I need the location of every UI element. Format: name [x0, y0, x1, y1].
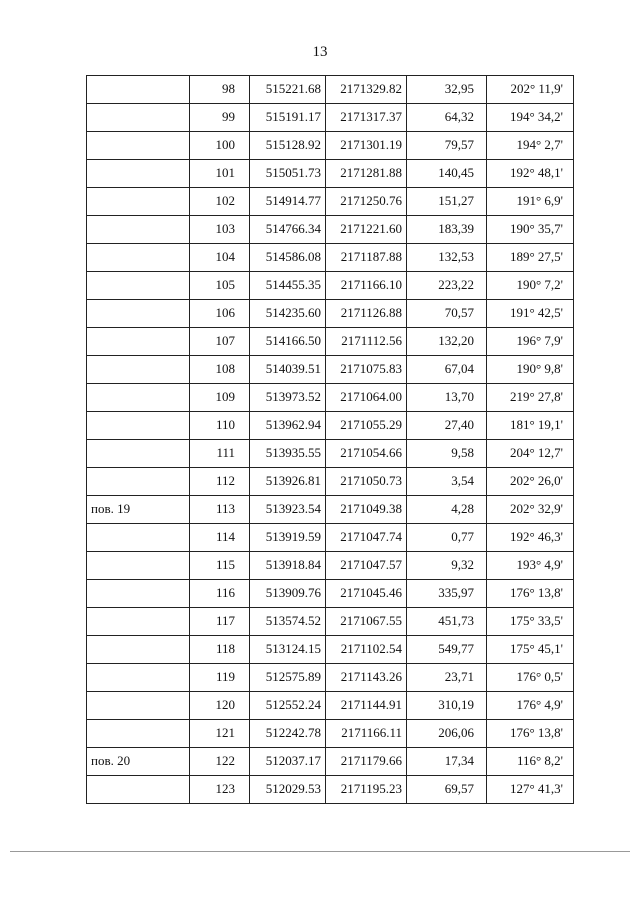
table-row — [87, 412, 574, 440]
point-number-cell: 113 — [190, 496, 250, 524]
distance-cell: 70,57 — [407, 300, 487, 328]
x-coordinate-cell: 515191.17 — [250, 104, 326, 132]
distance-cell: 151,27 — [407, 188, 487, 216]
angle-cell: 192° 46,3' — [487, 524, 574, 552]
table-row — [87, 496, 574, 524]
x-coordinate-cell: 513962.94 — [250, 412, 326, 440]
point-number-cell: 108 — [190, 356, 250, 384]
distance-cell: 223,22 — [407, 272, 487, 300]
turn-label-cell — [87, 160, 190, 188]
table-row — [87, 776, 574, 804]
turn-label-cell — [87, 356, 190, 384]
distance-cell: 64,32 — [407, 104, 487, 132]
table-row — [87, 692, 574, 720]
table-row — [87, 580, 574, 608]
distance-cell: 132,20 — [407, 328, 487, 356]
angle-cell: 176° 13,8' — [487, 580, 574, 608]
point-number-cell: 123 — [190, 776, 250, 804]
angle-cell: 202° 11,9' — [487, 76, 574, 104]
distance-cell: 17,34 — [407, 748, 487, 776]
point-number-cell: 115 — [190, 552, 250, 580]
table-row — [87, 748, 574, 776]
x-coordinate-cell: 512029.53 — [250, 776, 326, 804]
y-coordinate-cell: 2171301.19 — [326, 132, 407, 160]
distance-cell: 67,04 — [407, 356, 487, 384]
turn-label-cell — [87, 692, 190, 720]
y-coordinate-cell: 2171064.00 — [326, 384, 407, 412]
y-coordinate-cell: 2171045.46 — [326, 580, 407, 608]
angle-cell: 190° 9,8' — [487, 356, 574, 384]
turn-label-cell — [87, 412, 190, 440]
x-coordinate-cell: 514914.77 — [250, 188, 326, 216]
y-coordinate-cell: 2171221.60 — [326, 216, 407, 244]
distance-cell: 0,77 — [407, 524, 487, 552]
table-row — [87, 328, 574, 356]
angle-cell: 116° 8,2' — [487, 748, 574, 776]
distance-cell: 310,19 — [407, 692, 487, 720]
point-number-cell: 106 — [190, 300, 250, 328]
distance-cell: 132,53 — [407, 244, 487, 272]
y-coordinate-cell: 2171166.10 — [326, 272, 407, 300]
x-coordinate-cell: 513124.15 — [250, 636, 326, 664]
turn-label-cell — [87, 76, 190, 104]
x-coordinate-cell: 513918.84 — [250, 552, 326, 580]
table-row — [87, 216, 574, 244]
angle-cell: 191° 42,5' — [487, 300, 574, 328]
turn-label-cell — [87, 776, 190, 804]
angle-cell: 202° 26,0' — [487, 468, 574, 496]
y-coordinate-cell: 2171166.11 — [326, 720, 407, 748]
table-row — [87, 244, 574, 272]
y-coordinate-cell: 2171144.91 — [326, 692, 407, 720]
x-coordinate-cell: 514455.35 — [250, 272, 326, 300]
turn-label-cell — [87, 552, 190, 580]
angle-cell: 190° 35,7' — [487, 216, 574, 244]
x-coordinate-cell: 513574.52 — [250, 608, 326, 636]
table-row — [87, 664, 574, 692]
y-coordinate-cell: 2171281.88 — [326, 160, 407, 188]
angle-cell: 175° 33,5' — [487, 608, 574, 636]
turn-label-cell — [87, 328, 190, 356]
distance-cell: 32,95 — [407, 76, 487, 104]
point-number-cell: 116 — [190, 580, 250, 608]
angle-cell: 192° 48,1' — [487, 160, 574, 188]
y-coordinate-cell: 2171067.55 — [326, 608, 407, 636]
turn-label-cell — [87, 524, 190, 552]
turn-label-cell: пов. 20 — [87, 748, 190, 776]
x-coordinate-cell: 515221.68 — [250, 76, 326, 104]
angle-cell: 194° 2,7' — [487, 132, 574, 160]
distance-cell: 451,73 — [407, 608, 487, 636]
turn-label-cell — [87, 720, 190, 748]
y-coordinate-cell: 2171047.74 — [326, 524, 407, 552]
y-coordinate-cell: 2171050.73 — [326, 468, 407, 496]
table-body — [87, 76, 574, 804]
x-coordinate-cell: 514039.51 — [250, 356, 326, 384]
point-number-cell: 103 — [190, 216, 250, 244]
coordinates-table — [86, 75, 574, 804]
angle-cell: 176° 13,8' — [487, 720, 574, 748]
distance-cell: 27,40 — [407, 412, 487, 440]
distance-cell: 335,97 — [407, 580, 487, 608]
point-number-cell: 104 — [190, 244, 250, 272]
table-row — [87, 188, 574, 216]
turn-label-cell — [87, 440, 190, 468]
y-coordinate-cell: 2171047.57 — [326, 552, 407, 580]
x-coordinate-cell: 513923.54 — [250, 496, 326, 524]
turn-label-cell: пов. 19 — [87, 496, 190, 524]
distance-cell: 23,71 — [407, 664, 487, 692]
table-row — [87, 300, 574, 328]
y-coordinate-cell: 2171329.82 — [326, 76, 407, 104]
y-coordinate-cell: 2171126.88 — [326, 300, 407, 328]
angle-cell: 175° 45,1' — [487, 636, 574, 664]
point-number-cell: 105 — [190, 272, 250, 300]
table-row — [87, 160, 574, 188]
y-coordinate-cell: 2171317.37 — [326, 104, 407, 132]
point-number-cell: 100 — [190, 132, 250, 160]
point-number-cell: 99 — [190, 104, 250, 132]
y-coordinate-cell: 2171187.88 — [326, 244, 407, 272]
distance-cell: 3,54 — [407, 468, 487, 496]
angle-cell: 176° 4,9' — [487, 692, 574, 720]
turn-label-cell — [87, 608, 190, 636]
y-coordinate-cell: 2171112.56 — [326, 328, 407, 356]
distance-cell: 9,32 — [407, 552, 487, 580]
angle-cell: 181° 19,1' — [487, 412, 574, 440]
table-row — [87, 552, 574, 580]
x-coordinate-cell: 515051.73 — [250, 160, 326, 188]
x-coordinate-cell: 513926.81 — [250, 468, 326, 496]
distance-cell: 13,70 — [407, 384, 487, 412]
distance-cell: 69,57 — [407, 776, 487, 804]
y-coordinate-cell: 2171055.29 — [326, 412, 407, 440]
turn-label-cell — [87, 580, 190, 608]
angle-cell: 194° 34,2' — [487, 104, 574, 132]
point-number-cell: 117 — [190, 608, 250, 636]
angle-cell: 190° 7,2' — [487, 272, 574, 300]
y-coordinate-cell: 2171054.66 — [326, 440, 407, 468]
point-number-cell: 114 — [190, 524, 250, 552]
point-number-cell: 118 — [190, 636, 250, 664]
y-coordinate-cell: 2171102.54 — [326, 636, 407, 664]
point-number-cell: 119 — [190, 664, 250, 692]
turn-label-cell — [87, 132, 190, 160]
turn-label-cell — [87, 664, 190, 692]
angle-cell: 189° 27,5' — [487, 244, 574, 272]
y-coordinate-cell: 2171195.23 — [326, 776, 407, 804]
distance-cell: 140,45 — [407, 160, 487, 188]
point-number-cell: 107 — [190, 328, 250, 356]
table-row — [87, 524, 574, 552]
turn-label-cell — [87, 244, 190, 272]
table-row — [87, 720, 574, 748]
point-number-cell: 120 — [190, 692, 250, 720]
x-coordinate-cell: 513909.76 — [250, 580, 326, 608]
turn-label-cell — [87, 384, 190, 412]
angle-cell: 127° 41,3' — [487, 776, 574, 804]
turn-label-cell — [87, 636, 190, 664]
table-row — [87, 356, 574, 384]
table-row — [87, 272, 574, 300]
turn-label-cell — [87, 216, 190, 244]
turn-label-cell — [87, 300, 190, 328]
bottom-rule — [10, 851, 630, 852]
point-number-cell: 110 — [190, 412, 250, 440]
distance-cell: 549,77 — [407, 636, 487, 664]
point-number-cell: 112 — [190, 468, 250, 496]
x-coordinate-cell: 515128.92 — [250, 132, 326, 160]
distance-cell: 9,58 — [407, 440, 487, 468]
turn-label-cell — [87, 272, 190, 300]
table-row — [87, 608, 574, 636]
x-coordinate-cell: 514766.34 — [250, 216, 326, 244]
point-number-cell: 98 — [190, 76, 250, 104]
x-coordinate-cell: 514166.50 — [250, 328, 326, 356]
y-coordinate-cell: 2171179.66 — [326, 748, 407, 776]
angle-cell: 219° 27,8' — [487, 384, 574, 412]
point-number-cell: 109 — [190, 384, 250, 412]
table-row — [87, 76, 574, 104]
y-coordinate-cell: 2171049.38 — [326, 496, 407, 524]
x-coordinate-cell: 513935.55 — [250, 440, 326, 468]
table-row — [87, 468, 574, 496]
table-row — [87, 440, 574, 468]
table-row — [87, 636, 574, 664]
point-number-cell: 101 — [190, 160, 250, 188]
table-row — [87, 104, 574, 132]
point-number-cell: 122 — [190, 748, 250, 776]
point-number-cell: 102 — [190, 188, 250, 216]
turn-label-cell — [87, 468, 190, 496]
table-row — [87, 384, 574, 412]
distance-cell: 4,28 — [407, 496, 487, 524]
point-number-cell: 111 — [190, 440, 250, 468]
distance-cell: 183,39 — [407, 216, 487, 244]
x-coordinate-cell: 512242.78 — [250, 720, 326, 748]
distance-cell: 206,06 — [407, 720, 487, 748]
table-row — [87, 132, 574, 160]
x-coordinate-cell: 512552.24 — [250, 692, 326, 720]
x-coordinate-cell: 514235.60 — [250, 300, 326, 328]
distance-cell: 79,57 — [407, 132, 487, 160]
y-coordinate-cell: 2171143.26 — [326, 664, 407, 692]
page-number: 13 — [312, 44, 328, 60]
y-coordinate-cell: 2171075.83 — [326, 356, 407, 384]
turn-label-cell — [87, 104, 190, 132]
point-number-cell: 121 — [190, 720, 250, 748]
angle-cell: 191° 6,9' — [487, 188, 574, 216]
x-coordinate-cell: 512575.89 — [250, 664, 326, 692]
angle-cell: 193° 4,9' — [487, 552, 574, 580]
turn-label-cell — [87, 188, 190, 216]
x-coordinate-cell: 512037.17 — [250, 748, 326, 776]
angle-cell: 196° 7,9' — [487, 328, 574, 356]
y-coordinate-cell: 2171250.76 — [326, 188, 407, 216]
x-coordinate-cell: 514586.08 — [250, 244, 326, 272]
x-coordinate-cell: 513919.59 — [250, 524, 326, 552]
angle-cell: 202° 32,9' — [487, 496, 574, 524]
x-coordinate-cell: 513973.52 — [250, 384, 326, 412]
angle-cell: 204° 12,7' — [487, 440, 574, 468]
angle-cell: 176° 0,5' — [487, 664, 574, 692]
